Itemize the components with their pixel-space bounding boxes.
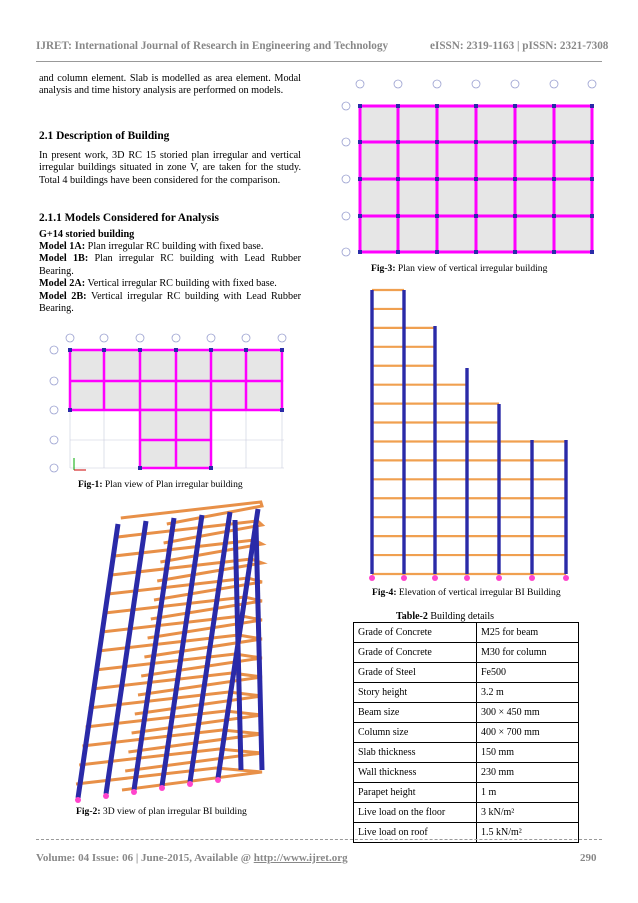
model-1b: Model 1B: Plan irregular RC building with Lead Rubber Bearing. (39, 253, 301, 277)
table-cell-property: Grade of Steel (354, 663, 477, 683)
table-cell-value: M30 for column (477, 643, 579, 663)
table-cell-value: M25 for beam (477, 623, 579, 643)
fig2-3d-view (66, 500, 278, 804)
table-row (354, 723, 579, 743)
table-cell-property: Grade of Concrete (354, 643, 477, 663)
model-list (39, 241, 301, 315)
fig4-elevation (362, 286, 580, 586)
building-details-table (353, 622, 579, 843)
table-cell-value: 400 × 700 mm (477, 723, 579, 743)
table-cell-property: Live load on roof (354, 823, 477, 843)
fig2-caption: Fig-2: 3D view of plan irregular BI building (76, 806, 247, 817)
table-row (354, 683, 579, 703)
table-row (354, 623, 579, 643)
table-cell-property: Live load on the floor (354, 803, 477, 823)
table-row (354, 703, 579, 723)
model-1a: Model 1A: Plan irregular RC building with fixed base. (39, 241, 264, 252)
table-cell-value: 1 m (477, 783, 579, 803)
table-cell-value: 150 mm (477, 743, 579, 763)
footer-volume: Volume: 04 Issue: 06 | June-2015, Available @ http://www.ijret.org (36, 852, 348, 864)
model-2b: Model 2B: Vertical irregular RC building with Lead Rubber Bearing. (39, 290, 301, 315)
fig3-plan-view (340, 76, 602, 262)
table-cell-property: Column size (354, 723, 477, 743)
table-cell-value: 3.2 m (477, 683, 579, 703)
heading-2-1: 2.1 Description of Building (39, 130, 170, 142)
table-row (354, 763, 579, 783)
intro-paragraph: and column element. Slab is modelled as area element. Modal analysis and time history analysis are performed on models. (39, 73, 301, 97)
table-cell-property: Story height (354, 683, 477, 703)
table-cell-property: Beam size (354, 703, 477, 723)
table-cell-property: Slab thickness (354, 743, 477, 763)
table-cell-value: 230 mm (477, 763, 579, 783)
table-cell-value: Fe500 (477, 663, 579, 683)
table-caption: Table-2 Building details (396, 611, 494, 622)
fig1-plan-view (46, 330, 296, 475)
fig4-caption: Fig-4: Elevation of vertical irregular BI Building (372, 587, 561, 598)
fig3-caption: Fig-3: Plan view of vertical irregular building (371, 263, 548, 274)
table-cell-property: Wall thickness (354, 763, 477, 783)
table-row (354, 663, 579, 683)
table-cell-property: Parapet height (354, 783, 477, 803)
table-cell-value: 3 kN/m² (477, 803, 579, 823)
description-paragraph: In present work, 3D RC 15 storied plan irregular and vertical irregular buildings situated in zone V, are taken for the study. Total 4 buildings have been considered for the comparison. (39, 150, 301, 186)
footer-link[interactable]: http://www.ijret.org (253, 852, 348, 864)
table-row (354, 803, 579, 823)
subheading-g14: G+14 storied building (39, 229, 135, 240)
heading-2-1-1: 2.1.1 Models Considered for Analysis (39, 212, 219, 224)
model-2a: Model 2A: Vertical irregular RC building with fixed base. (39, 278, 277, 290)
footer-rule (36, 839, 602, 840)
fig1-caption: Fig-1: Plan view of Plan irregular building (78, 479, 243, 490)
table-cell-value: 300 × 450 mm (477, 703, 579, 723)
header-rule (36, 61, 602, 62)
table-row (354, 743, 579, 763)
table-row (354, 643, 579, 663)
table-row (354, 783, 579, 803)
header-journal: IJRET: International Journal of Research in Engineering and Technology (36, 40, 389, 52)
header-issn: eISSN: 2319-1163 | pISSN: 2321-7308 (430, 40, 609, 52)
table-cell-property: Grade of Concrete (354, 623, 477, 643)
page-number: 290 (580, 852, 597, 864)
table-cell-value: 1.5 kN/m² (477, 823, 579, 843)
